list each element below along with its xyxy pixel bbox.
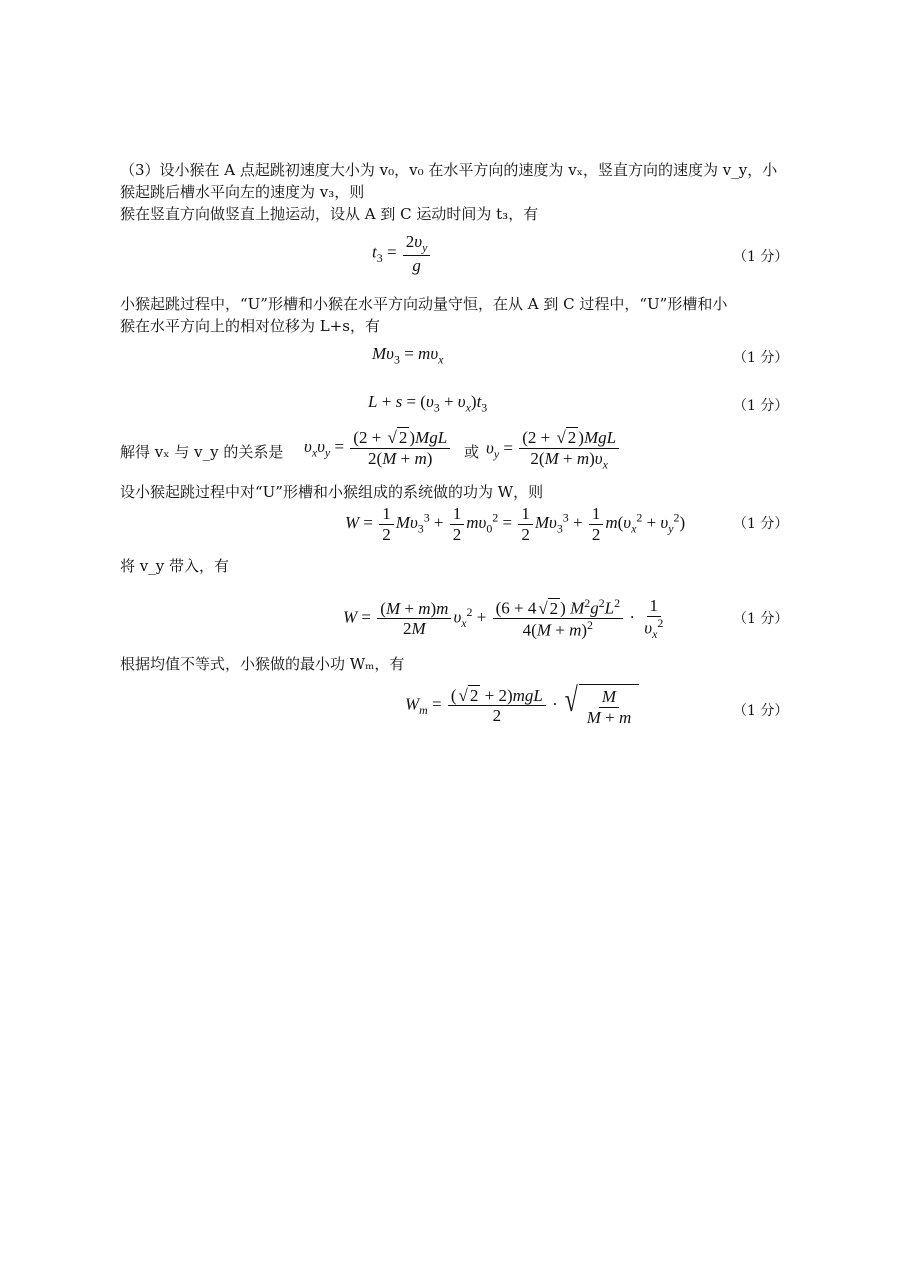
- paragraph-momentum-cont: 猴在水平方向上的相对位移为 L+s，有: [120, 317, 380, 335]
- paragraph-inequality: 根据均值不等式，小猴做的最小功 Wₘ，有: [120, 655, 405, 673]
- paragraph-intro: （3）设小猴在 A 点起跳初速度大小为 v₀，v₀ 在水平方向的速度为 vₓ，竖直方向的速度为 v_y，小: [120, 161, 778, 179]
- equation-work-substituted: W = $\frac{(M + m)m}{2M}$ $\upsilon_x^2$ + $\frac{(6 + 4 √ 2 ) M^2g^2L^2}{4(M + m)^2}$ · $\frac{1}{\upsilon_x^2}$: [343, 595, 664, 641]
- equation-momentum: $M\upsilon_3 = m\upsilon_x$: [372, 344, 444, 367]
- paragraph-momentum: 小猴起跳过程中，“U”形槽和小猴在水平方向动量守恒，在从 A 到 C 过程中，“U”形槽和小: [120, 295, 728, 313]
- relation-or: 或: [464, 443, 480, 461]
- paragraph-work: 设小猴起跳过程中对“U”形槽和小猴组成的系统做的功为 W，则: [120, 483, 544, 501]
- equation-relation-alt: $\upsilon_y$ = $\frac{\text{(2 + √ 2 )MgL}}{2(M + m)\upsilon_x}$: [486, 428, 621, 472]
- paragraph-substitute: 将 v_y 带入，有: [120, 557, 229, 575]
- score-label: （1 分）: [733, 398, 789, 414]
- score-label: （1 分）: [733, 350, 789, 366]
- relation-label: 解得 vₓ 与 v_y 的关系是: [120, 443, 284, 461]
- equation-relation: $\upsilon_x\upsilon_y$ = $\frac{\text{(2 + √ 2 )MgL}}{2(M + m)}$: [304, 428, 452, 468]
- score-label: （1 分）: [733, 516, 789, 532]
- paragraph-vertical-motion: 猴在竖直方向做竖直上抛运动，设从 A 到 C 运动时间为 t₃，有: [120, 205, 539, 223]
- score-label: （1 分）: [733, 611, 789, 627]
- equation-work: W = $\frac{1}{2}$ $M\upsilon_3^3$ + $\frac{1}{2}$ $m\upsilon_0^2$ = $\frac{1}{2}$ $M\upsilon_3^3$ + $\frac{1}{2}$ $m(\upsilon_x^2 + \upsilon_y^2)$: [345, 504, 686, 544]
- equation-t3: $t_3$ = $\frac{2\upsilon_y}{g}$: [372, 232, 432, 276]
- equation-displacement: $L + s = (\upsilon_3 + \upsilon_x)t_3$: [368, 392, 488, 415]
- equation-min-work: $W_m$ = $\frac{\text{( √ 2 + 2)mgL}}{2}$ · √ $\frac{M}{M + m}$: [405, 684, 639, 727]
- score-label: （1 分）: [733, 249, 789, 265]
- paragraph-intro-cont: 猴起跳后槽水平向左的速度为 v₃，则: [120, 183, 365, 201]
- score-label: （1 分）: [733, 703, 789, 719]
